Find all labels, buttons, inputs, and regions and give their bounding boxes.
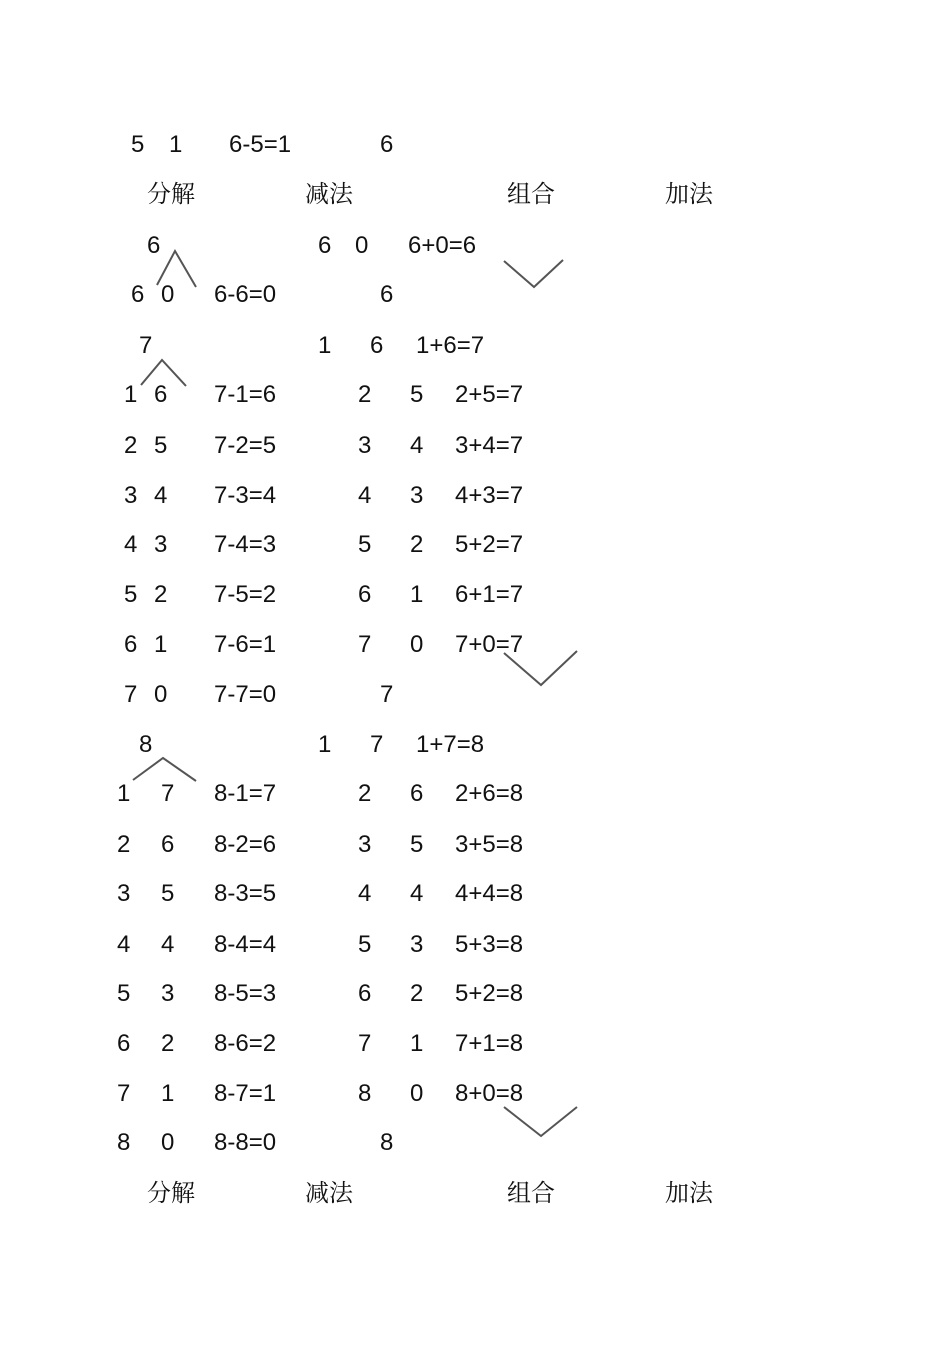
six-split-b: 0 <box>161 281 175 308</box>
seven-row-subtraction: 7-1=6 <box>214 381 277 408</box>
eight-row-split-a: 5 <box>117 980 131 1007</box>
split-part-a: 5 <box>131 131 145 158</box>
eight-row-split-b: 6 <box>161 831 175 858</box>
eight-row-addition: 8+0=8 <box>455 1080 524 1107</box>
six-combine-merge <box>504 260 563 287</box>
six-combine-total: 6 <box>380 281 394 308</box>
seven-row-split-b: 5 <box>154 432 168 459</box>
seven-row-combine-b: 1 <box>410 581 424 608</box>
seven-row-combine-a: 3 <box>358 432 372 459</box>
eight-row-subtraction: 8-1=7 <box>214 780 277 807</box>
seven-row-split-a: 5 <box>124 581 138 608</box>
seven-row-addition: 5+2=7 <box>455 531 524 558</box>
eight-row-addition: 3+5=8 <box>455 831 524 858</box>
six-subtraction-equation: 6-6=0 <box>214 281 277 308</box>
seven-row-split-a: 3 <box>124 482 138 509</box>
seven-combine-merge <box>504 651 577 685</box>
eight-row-split-a: 3 <box>117 880 131 907</box>
combine-total: 6 <box>380 131 394 158</box>
seven-row-split-a: 4 <box>124 531 138 558</box>
eight-row-combine-b: 2 <box>410 980 424 1007</box>
eight-row-combine-b: 1 <box>410 1030 424 1057</box>
seven-row-combine-a: 6 <box>358 581 372 608</box>
seven-row-split-b: 6 <box>154 381 168 408</box>
six-addition-equation: 6+0=6 <box>408 232 477 259</box>
eight-row-combine-b: 4 <box>410 880 424 907</box>
eight-row-combine-a: 2 <box>358 780 372 807</box>
seven-row-addition: 2+5=7 <box>455 381 524 408</box>
six-combine-a: 6 <box>318 232 332 259</box>
eight-row-addition: 2+6=8 <box>455 780 524 807</box>
seven-row-addition: 7+0=7 <box>455 631 524 658</box>
seven-row-addition: 3+4=7 <box>455 432 524 459</box>
seven-row-split-a: 2 <box>124 432 138 459</box>
seven-split-top: 7 <box>139 332 153 359</box>
seven-row-combine-b: 5 <box>410 381 424 408</box>
eight-row-combine-b: 5 <box>410 831 424 858</box>
label-decompose: 分解 <box>147 180 195 208</box>
seven-row-subtraction: 7-4=3 <box>214 531 277 558</box>
eight-row-split-b: 5 <box>161 880 175 907</box>
seven-row-split-a: 6 <box>124 631 138 658</box>
eight-row-split-a: 1 <box>117 780 131 807</box>
eight-row-combine-a: 8 <box>358 1080 372 1107</box>
eight-combine-total: 8 <box>380 1129 394 1156</box>
seven-combine-total: 7 <box>380 681 394 708</box>
seven-combine-b: 6 <box>370 332 384 359</box>
label-combine: 组合 <box>507 180 555 208</box>
eight-split-branch <box>133 758 196 781</box>
label-addition: 加法 <box>665 1179 713 1207</box>
seven-last-split-a: 7 <box>124 681 138 708</box>
eight-last-split-b: 0 <box>161 1129 175 1156</box>
split-part-b: 1 <box>169 131 183 158</box>
seven-row-combine-a: 7 <box>358 631 372 658</box>
six-combine-b: 0 <box>355 232 369 259</box>
label-addition: 加法 <box>665 180 713 208</box>
eight-combine-a: 1 <box>318 731 332 758</box>
eight-row-split-b: 1 <box>161 1080 175 1107</box>
eight-row-combine-a: 4 <box>358 880 372 907</box>
seven-row-combine-a: 4 <box>358 482 372 509</box>
seven-addition-equation: 1+6=7 <box>416 332 485 359</box>
eight-row-combine-a: 3 <box>358 831 372 858</box>
label-subtraction: 减法 <box>305 180 353 208</box>
seven-row-split-b: 1 <box>154 631 168 658</box>
eight-last-split-a: 8 <box>117 1129 131 1156</box>
eight-row-subtraction: 8-2=6 <box>214 831 277 858</box>
seven-combine-a: 1 <box>318 332 332 359</box>
seven-last-split-b: 0 <box>154 681 168 708</box>
six-split-branch <box>157 251 196 287</box>
eight-row-combine-b: 3 <box>410 931 424 958</box>
seven-row-subtraction: 7-2=5 <box>214 432 277 459</box>
label-subtraction: 减法 <box>305 1179 353 1207</box>
seven-row-combine-a: 5 <box>358 531 372 558</box>
eight-row-split-b: 4 <box>161 931 175 958</box>
eight-row-split-a: 6 <box>117 1030 131 1057</box>
eight-row-subtraction: 8-6=2 <box>214 1030 277 1057</box>
seven-row-combine-b: 0 <box>410 631 424 658</box>
eight-row-combine-a: 6 <box>358 980 372 1007</box>
seven-row-subtraction: 7-5=2 <box>214 581 277 608</box>
eight-row-split-b: 2 <box>161 1030 175 1057</box>
six-split-a: 6 <box>131 281 145 308</box>
eight-row-split-a: 7 <box>117 1080 131 1107</box>
eight-row-combine-a: 7 <box>358 1030 372 1057</box>
eight-row-addition: 5+3=8 <box>455 931 524 958</box>
seven-row-combine-b: 4 <box>410 432 424 459</box>
eight-row-subtraction: 8-3=5 <box>214 880 277 907</box>
eight-row-combine-a: 5 <box>358 931 372 958</box>
seven-row-subtraction: 7-6=1 <box>214 631 277 658</box>
label-combine: 组合 <box>507 1179 555 1207</box>
seven-row-combine-b: 3 <box>410 482 424 509</box>
eight-row-subtraction: 8-7=1 <box>214 1080 277 1107</box>
eight-row-split-a: 2 <box>117 831 131 858</box>
eight-row-combine-b: 6 <box>410 780 424 807</box>
seven-row-split-a: 1 <box>124 381 138 408</box>
seven-row-addition: 6+1=7 <box>455 581 524 608</box>
seven-last-subtraction: 7-7=0 <box>214 681 277 708</box>
eight-combine-b: 7 <box>370 731 384 758</box>
eight-addition-equation: 1+7=8 <box>416 731 485 758</box>
eight-row-addition: 5+2=8 <box>455 980 524 1007</box>
eight-row-combine-b: 0 <box>410 1080 424 1107</box>
eight-row-split-b: 3 <box>161 980 175 1007</box>
seven-row-combine-b: 2 <box>410 531 424 558</box>
six-split-top: 6 <box>147 232 161 259</box>
seven-split-branch <box>141 360 186 386</box>
eight-row-addition: 4+4=8 <box>455 880 524 907</box>
eight-row-subtraction: 8-5=3 <box>214 980 277 1007</box>
eight-combine-merge <box>504 1107 577 1136</box>
eight-row-addition: 7+1=8 <box>455 1030 524 1057</box>
eight-row-split-a: 4 <box>117 931 131 958</box>
seven-row-combine-a: 2 <box>358 381 372 408</box>
eight-split-top: 8 <box>139 731 153 758</box>
eight-last-subtraction: 8-8=0 <box>214 1129 277 1156</box>
eight-row-split-b: 7 <box>161 780 175 807</box>
seven-row-split-b: 4 <box>154 482 168 509</box>
seven-row-split-b: 3 <box>154 531 168 558</box>
seven-row-subtraction: 7-3=4 <box>214 482 277 509</box>
seven-row-addition: 4+3=7 <box>455 482 524 509</box>
seven-row-split-b: 2 <box>154 581 168 608</box>
label-decompose: 分解 <box>147 1179 195 1207</box>
subtraction-equation: 6-5=1 <box>229 131 292 158</box>
eight-row-subtraction: 8-4=4 <box>214 931 277 958</box>
